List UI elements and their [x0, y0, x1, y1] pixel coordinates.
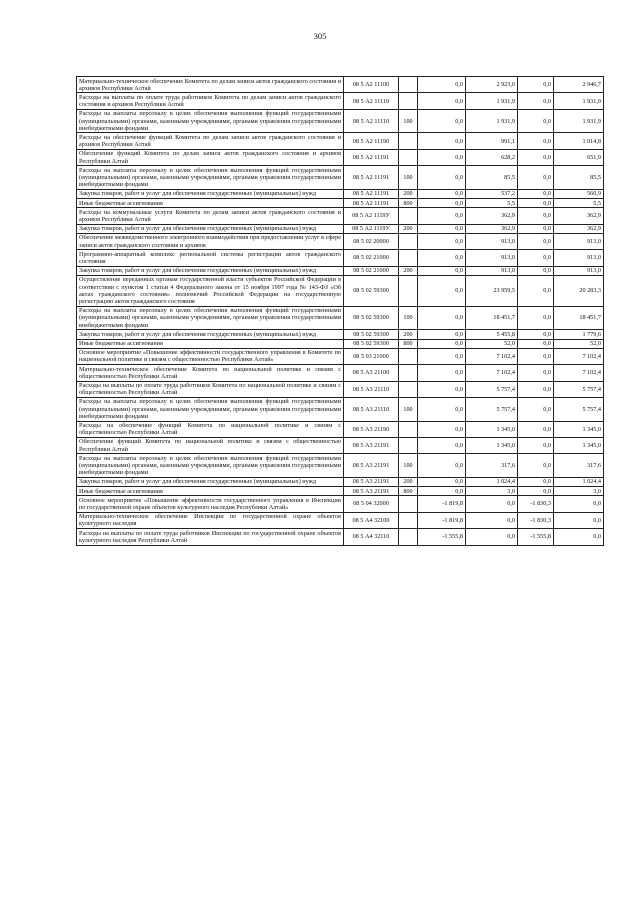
expense-type-cell: 100 — [399, 306, 418, 330]
amount-year2-cell: 1 024,4 — [554, 477, 604, 486]
table-row — [77, 348, 604, 364]
amount-year1-cell: 5,5 — [466, 199, 518, 208]
amount-year1-cell: 1 345,0 — [466, 437, 518, 453]
amount-year2-cell: 7 102,4 — [554, 365, 604, 381]
amount-year1-cell: 362,9 — [466, 224, 518, 233]
expense-type-cell — [399, 208, 418, 224]
amount-change2-cell: 0,0 — [518, 93, 554, 109]
amount-year2-cell: 560,9 — [554, 189, 604, 198]
expense-name-cell: Иные бюджетные ассигнования — [77, 487, 344, 496]
table-row — [77, 512, 604, 528]
amount-change2-cell: 0,0 — [518, 437, 554, 453]
expense-type-cell — [399, 77, 418, 93]
amount-year2-cell: 3,0 — [554, 487, 604, 496]
amount-change-cell: 0,0 — [418, 250, 466, 266]
amount-year1-cell: 5 455,8 — [466, 330, 518, 339]
amount-year1-cell: 913,0 — [466, 233, 518, 249]
amount-change2-cell: 0,0 — [518, 454, 554, 478]
amount-change2-cell: 0,0 — [518, 133, 554, 149]
expense-name-cell: Закупка товаров, работ и услуг для обеспечения государственных (муниципальных) нужд — [77, 266, 344, 275]
target-article-code-cell: 08 5 А2 11191 — [344, 199, 399, 208]
page-number: 305 — [313, 31, 327, 41]
expense-name-cell: Обеспечение межведомственного электронного взаимодействия при предоставлении услуг в сфере записи актов гражданского состояния и архивов — [77, 233, 344, 249]
target-article-code-cell: 08 5 А2 11190 — [344, 133, 399, 149]
amount-change-cell: 0,0 — [418, 421, 466, 437]
target-article-code-cell: 08 5 А2 11100 — [344, 77, 399, 93]
expense-name-cell: Расходы на выплаты персоналу в целях обеспечения выполнения функций государственными (муниципальными) органами, казенными учреждениями, органами управления государственными внебюджетными фондами — [77, 109, 344, 133]
amount-year1-cell: 18 451,7 — [466, 306, 518, 330]
amount-year1-cell: 1 931,9 — [466, 109, 518, 133]
expense-name-cell: Закупка товаров, работ и услуг для обеспечения государственных (муниципальных) нужд — [77, 224, 344, 233]
expense-name-cell: Материально-техническое обеспечение Комитета по делам записи актов гражданского состояния и архивов Республики Алтай — [77, 77, 344, 93]
expense-name-cell: Закупка товаров, работ и услуг для обеспечения государственных (муниципальных) нужд — [77, 477, 344, 486]
amount-year2-cell: 913,0 — [554, 233, 604, 249]
expense-type-cell: 800 — [399, 199, 418, 208]
target-article-code-cell: 08 5 02 59300 — [344, 275, 399, 306]
amount-year2-cell: 5,5 — [554, 199, 604, 208]
budget-table — [76, 76, 604, 546]
amount-change2-cell: 0,0 — [518, 77, 554, 93]
table-row — [77, 454, 604, 478]
table-row — [77, 189, 604, 198]
amount-year1-cell: 7 102,4 — [466, 348, 518, 364]
amount-change2-cell: 0,0 — [518, 224, 554, 233]
amount-change-cell: 0,0 — [418, 381, 466, 397]
amount-change-cell: -1 555,8 — [418, 529, 466, 545]
amount-year1-cell: 2 923,0 — [466, 77, 518, 93]
amount-change-cell: 0,0 — [418, 199, 466, 208]
table-row — [77, 77, 604, 93]
target-article-code-cell: 08 5 А3 21191 — [344, 477, 399, 486]
amount-change-cell: 0,0 — [418, 397, 466, 421]
target-article-code-cell: 08 5 А3 21191 — [344, 454, 399, 478]
amount-year1-cell: 991,1 — [466, 133, 518, 149]
amount-year1-cell: 317,6 — [466, 454, 518, 478]
expense-type-cell — [399, 233, 418, 249]
amount-change-cell: 0,0 — [418, 77, 466, 93]
amount-year1-cell: 5 757,4 — [466, 397, 518, 421]
expense-type-cell: 800 — [399, 487, 418, 496]
expense-type-cell: 200 — [399, 224, 418, 233]
amount-change2-cell: 0,0 — [518, 477, 554, 486]
amount-change2-cell: 0,0 — [518, 365, 554, 381]
amount-change-cell: 0,0 — [418, 208, 466, 224]
expense-name-cell: Расходы на выплаты персоналу в целях обеспечения выполнения функций государственными (муниципальными) органами, казенными учреждениями, органами управления государственными внебюджетными фондами — [77, 397, 344, 421]
expense-type-cell — [399, 149, 418, 165]
expense-type-cell — [399, 421, 418, 437]
expense-type-cell — [399, 93, 418, 109]
expense-name-cell: Расходы на обеспечение функций Комитета по делам записи актов гражданского состояния и архивов Республики Алтай — [77, 133, 344, 149]
amount-year2-cell: 362,9 — [554, 224, 604, 233]
expense-type-cell — [399, 348, 418, 364]
target-article-code-cell: 08 5 А3 21191 — [344, 487, 399, 496]
target-article-code-cell: 08 5 А2 11191 — [344, 149, 399, 165]
expense-name-cell: Иные бюджетные ассигнования — [77, 339, 344, 348]
target-article-code-cell: 08 5 А3 21191 — [344, 437, 399, 453]
amount-change2-cell: 0,0 — [518, 208, 554, 224]
expense-name-cell: Расходы на выплаты по оплате труда работников Комитета по национальной политике и связям с общественностью Республики Алтай — [77, 381, 344, 397]
amount-change-cell: 0,0 — [418, 166, 466, 190]
expense-name-cell: Закупка товаров, работ и услуг для обеспечения государственных (муниципальных) нужд — [77, 189, 344, 198]
amount-change-cell: 0,0 — [418, 133, 466, 149]
amount-change-cell: 0,0 — [418, 487, 466, 496]
amount-change-cell: 0,0 — [418, 454, 466, 478]
target-article-code-cell: 08 5 02 59300 — [344, 339, 399, 348]
amount-year2-cell: 85,5 — [554, 166, 604, 190]
amount-year2-cell: 7 102,4 — [554, 348, 604, 364]
amount-change2-cell: 0,0 — [518, 487, 554, 496]
amount-year2-cell: 5 757,4 — [554, 397, 604, 421]
expense-type-cell — [399, 496, 418, 512]
amount-change-cell: 0,0 — [418, 348, 466, 364]
table-row — [77, 233, 604, 249]
expense-name-cell: Основное мероприятие «Повышение эффективности государственного управления в Комитете по национальной политике и связям с общественностью Республики Алтай» — [77, 348, 344, 364]
amount-change2-cell: 0,0 — [518, 166, 554, 190]
target-article-code-cell: 08 5 А2 1119У — [344, 224, 399, 233]
table-row — [77, 275, 604, 306]
amount-year1-cell: 7 102,4 — [466, 365, 518, 381]
expense-type-cell: 100 — [399, 454, 418, 478]
amount-change-cell: 0,0 — [418, 189, 466, 198]
amount-year1-cell: 23 959,5 — [466, 275, 518, 306]
amount-year1-cell: 913,0 — [466, 250, 518, 266]
expense-type-cell: 200 — [399, 330, 418, 339]
expense-type-cell — [399, 133, 418, 149]
table-row — [77, 339, 604, 348]
expense-name-cell: Расходы на выплаты персоналу в целях обеспечения выполнения функций государственными (муниципальными) органами, казенными учреждениями, органами управления государственными внебюджетными фондами — [77, 166, 344, 190]
expense-name-cell: Расходы на выплаты по оплате труда работников Комитета по делам записи актов гражданского состояния и архивов Республики Алтай — [77, 93, 344, 109]
amount-change-cell: 0,0 — [418, 149, 466, 165]
amount-change2-cell: 0,0 — [518, 250, 554, 266]
amount-year2-cell: 1 345,0 — [554, 421, 604, 437]
amount-year2-cell: 18 451,7 — [554, 306, 604, 330]
table-row — [77, 397, 604, 421]
table-row — [77, 224, 604, 233]
amount-change2-cell: 0,0 — [518, 149, 554, 165]
amount-year1-cell: 913,0 — [466, 266, 518, 275]
amount-change2-cell: 0,0 — [518, 330, 554, 339]
expense-type-cell — [399, 275, 418, 306]
amount-year2-cell: 2 946,7 — [554, 77, 604, 93]
amount-change2-cell: 0,0 — [518, 339, 554, 348]
table-row — [77, 529, 604, 545]
expense-type-cell: 100 — [399, 109, 418, 133]
amount-year2-cell: 20 283,3 — [554, 275, 604, 306]
expense-type-cell: 100 — [399, 166, 418, 190]
amount-change2-cell: 0,0 — [518, 421, 554, 437]
target-article-code-cell: 08 5 А3 21100 — [344, 365, 399, 381]
table-row — [77, 199, 604, 208]
expense-type-cell — [399, 529, 418, 545]
table-row — [77, 166, 604, 190]
expense-type-cell — [399, 437, 418, 453]
target-article-code-cell: 08 5 А3 21110 — [344, 397, 399, 421]
amount-year2-cell: 651,9 — [554, 149, 604, 165]
amount-year2-cell: 0,0 — [554, 529, 604, 545]
amount-change2-cell: 0,0 — [518, 109, 554, 133]
expense-name-cell: Расходы на выплаты персоналу в целях обеспечения выполнения функций государственными (муниципальными) органами, казенными учреждениями, органами управления государственными внебюджетными фондами — [77, 306, 344, 330]
amount-change-cell: 0,0 — [418, 224, 466, 233]
target-article-code-cell: 08 5 А2 11191 — [344, 166, 399, 190]
amount-change-cell: 0,0 — [418, 109, 466, 133]
table-row — [77, 266, 604, 275]
amount-year1-cell: 0,0 — [466, 496, 518, 512]
table-row — [77, 149, 604, 165]
amount-year2-cell: 317,6 — [554, 454, 604, 478]
target-article-code-cell: 08 5 02 21000 — [344, 266, 399, 275]
expense-name-cell: Материально-техническое обеспечение Комитета по национальной политике и связям с общественностью Республики Алтай — [77, 365, 344, 381]
amount-change2-cell: -1 555,8 — [518, 529, 554, 545]
expense-type-cell: 200 — [399, 266, 418, 275]
expense-name-cell: Материально-техническое обеспечение Инспекции по государственной охране объектов культурного наследия — [77, 512, 344, 528]
target-article-code-cell: 08 5 02 59300 — [344, 330, 399, 339]
amount-change-cell: 0,0 — [418, 275, 466, 306]
expense-type-cell: 200 — [399, 189, 418, 198]
amount-change-cell: 0,0 — [418, 437, 466, 453]
table-row — [77, 330, 604, 339]
expense-name-cell: Расходы на обеспечение функций Комитета по национальной политике и связям с общественностью Республики Алтай — [77, 421, 344, 437]
table-row — [77, 477, 604, 486]
amount-change-cell: 0,0 — [418, 365, 466, 381]
expense-name-cell: Основное мероприятие «Повышение эффективности государственного управления в Инспекции по государственной охране объектов культурного наследия Республики Алтай» — [77, 496, 344, 512]
target-article-code-cell: 08 5 А4 32100 — [344, 512, 399, 528]
table-row — [77, 93, 604, 109]
amount-change2-cell: 0,0 — [518, 189, 554, 198]
target-article-code-cell: 08 5 02 20000 — [344, 233, 399, 249]
target-article-code-cell: 08 5 А4 32110 — [344, 529, 399, 545]
amount-year1-cell: 1 931,9 — [466, 93, 518, 109]
target-article-code-cell: 08 5 03 21000 — [344, 348, 399, 364]
target-article-code-cell: 08 5 02 21000 — [344, 250, 399, 266]
amount-year2-cell: 0,0 — [554, 496, 604, 512]
amount-year1-cell: 1 345,0 — [466, 421, 518, 437]
amount-year2-cell: 5 757,4 — [554, 381, 604, 397]
amount-change-cell: -1 819,8 — [418, 496, 466, 512]
amount-change-cell: 0,0 — [418, 266, 466, 275]
amount-year2-cell: 913,0 — [554, 250, 604, 266]
target-article-code-cell: 08 5 04 32000 — [344, 496, 399, 512]
table-row — [77, 109, 604, 133]
target-article-code-cell: 08 5 02 59300 — [344, 306, 399, 330]
expense-name-cell: Иные бюджетные ассигнования — [77, 199, 344, 208]
amount-change2-cell: 0,0 — [518, 233, 554, 249]
amount-change2-cell: -1 830,3 — [518, 512, 554, 528]
amount-change2-cell: 0,0 — [518, 306, 554, 330]
amount-change-cell: 0,0 — [418, 306, 466, 330]
amount-year1-cell: 0,0 — [466, 529, 518, 545]
table-row — [77, 487, 604, 496]
expense-name-cell: Обеспечение функций Комитета по делам записи актов гражданского состояния и архивов Республики Алтай — [77, 149, 344, 165]
expense-type-cell: 200 — [399, 477, 418, 486]
amount-year1-cell: 85,5 — [466, 166, 518, 190]
target-article-code-cell: 08 5 А2 11110 — [344, 109, 399, 133]
amount-change-cell: 0,0 — [418, 93, 466, 109]
amount-change2-cell: 0,0 — [518, 381, 554, 397]
amount-change2-cell: -1 830,3 — [518, 496, 554, 512]
expense-name-cell: Расходы на выплаты по оплате труда работников Инспекции по государственной охране объектов культурного наследия Республики Алтай — [77, 529, 344, 545]
expense-type-cell — [399, 250, 418, 266]
expense-name-cell: Обеспечение функций Комитета по национальной политике и связям с общественностью Республики Алтай — [77, 437, 344, 453]
amount-year1-cell: 628,2 — [466, 149, 518, 165]
table-row — [77, 421, 604, 437]
expense-type-cell: 100 — [399, 397, 418, 421]
table-row — [77, 496, 604, 512]
amount-year1-cell: 537,2 — [466, 189, 518, 198]
amount-year1-cell: 1 024,4 — [466, 477, 518, 486]
amount-change2-cell: 0,0 — [518, 348, 554, 364]
amount-year1-cell: 362,9 — [466, 208, 518, 224]
amount-change2-cell: 0,0 — [518, 275, 554, 306]
target-article-code-cell: 08 5 А2 11110 — [344, 93, 399, 109]
amount-change-cell: 0,0 — [418, 477, 466, 486]
amount-year2-cell: 1 931,9 — [554, 93, 604, 109]
target-article-code-cell: 08 5 А3 21190 — [344, 421, 399, 437]
target-article-code-cell: 08 5 А2 11191 — [344, 189, 399, 198]
target-article-code-cell: 08 5 А3 21110 — [344, 381, 399, 397]
expense-type-cell — [399, 512, 418, 528]
amount-year2-cell: 1 014,8 — [554, 133, 604, 149]
table-row — [77, 365, 604, 381]
table-row — [77, 208, 604, 224]
amount-year2-cell: 1 779,6 — [554, 330, 604, 339]
expense-name-cell: Осуществление переданных органам государственной власти субъектов Российской Федерации в соответствии с пунктом 1 статьи 4 Федерального закона от 15 ноября 1997 года № 143-ФЗ «Об актах гражданского состояния» полномочий Российской Федерации на государственную регистрацию актов гражданского состояния — [77, 275, 344, 306]
amount-change2-cell: 0,0 — [518, 266, 554, 275]
amount-year2-cell: 913,0 — [554, 266, 604, 275]
amount-change-cell: -1 819,8 — [418, 512, 466, 528]
amount-year1-cell: 52,0 — [466, 339, 518, 348]
table-row — [77, 437, 604, 453]
amount-year2-cell: 52,0 — [554, 339, 604, 348]
expense-name-cell: Закупка товаров, работ и услуг для обеспечения государственных (муниципальных) нужд — [77, 330, 344, 339]
amount-change2-cell: 0,0 — [518, 199, 554, 208]
expense-name-cell: Программно-аппаратный комплекс региональной системы регистрации актов гражданского состояния — [77, 250, 344, 266]
expense-name-cell: Расходы на выплаты персоналу в целях обеспечения выполнения функций государственными (муниципальными) органами, казенными учреждениями, органами управления государственными внебюджетными фондами — [77, 454, 344, 478]
budget-table-body — [77, 77, 604, 546]
amount-year1-cell: 0,0 — [466, 512, 518, 528]
amount-year2-cell: 1 345,0 — [554, 437, 604, 453]
amount-year2-cell: 1 931,9 — [554, 109, 604, 133]
table-row — [77, 381, 604, 397]
amount-change-cell: 0,0 — [418, 339, 466, 348]
amount-year2-cell: 0,0 — [554, 512, 604, 528]
amount-change2-cell: 0,0 — [518, 397, 554, 421]
expense-type-cell — [399, 381, 418, 397]
target-article-code-cell: 08 5 А2 1119У — [344, 208, 399, 224]
amount-change-cell: 0,0 — [418, 330, 466, 339]
expense-type-cell — [399, 365, 418, 381]
amount-year1-cell: 5 757,4 — [466, 381, 518, 397]
amount-year1-cell: 3,0 — [466, 487, 518, 496]
table-row — [77, 133, 604, 149]
amount-year2-cell: 362,9 — [554, 208, 604, 224]
table-row — [77, 306, 604, 330]
expense-type-cell: 800 — [399, 339, 418, 348]
expense-name-cell: Расходы на коммунальные услуги Комитета по делам записи актов гражданского состояния и архивов Республики Алтай — [77, 208, 344, 224]
table-row — [77, 250, 604, 266]
amount-change-cell: 0,0 — [418, 233, 466, 249]
